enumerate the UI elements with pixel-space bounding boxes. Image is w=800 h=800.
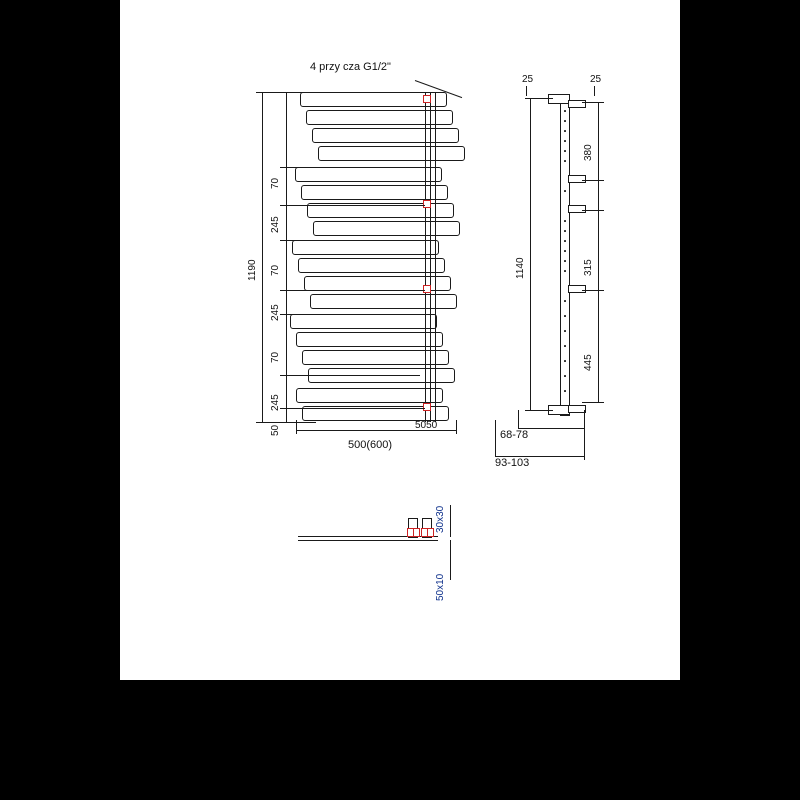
connector-port (423, 285, 431, 293)
dim-extension (280, 167, 420, 168)
depth-small-label: 68-78 (500, 429, 529, 441)
bracket-plate-label: 50x10 (435, 573, 446, 601)
bottom-pair-label: 5050 (415, 420, 438, 431)
connector-port (423, 95, 431, 103)
radiator-fin (290, 314, 437, 329)
radiator-fin (313, 221, 460, 236)
dim-extension (582, 210, 604, 211)
dim-50: 50 (270, 424, 281, 436)
side-seg-445: 445 (583, 354, 594, 371)
side-cap-top (548, 94, 570, 104)
dim-extension (256, 422, 316, 423)
radiator-fin (296, 332, 443, 347)
dim-extension (280, 290, 425, 291)
side-body (560, 98, 570, 416)
dim-70-b: 70 (270, 264, 281, 276)
dim-chain-line (286, 92, 287, 422)
dim-extension (280, 375, 420, 376)
dim-extension (582, 102, 604, 103)
side-seg-380: 380 (583, 144, 594, 161)
dim-extension (280, 408, 425, 409)
dim-extension (594, 86, 595, 96)
side-fin-stub (568, 205, 586, 213)
dim-extension (584, 410, 585, 460)
drawing-sheet (120, 0, 680, 680)
connector-port (423, 200, 431, 208)
dim-extension (296, 420, 297, 434)
dim-extension (525, 98, 553, 99)
side-height-dim-line (530, 98, 531, 410)
radiator-fin (292, 240, 439, 255)
side-seg-315: 315 (583, 259, 594, 276)
overall-width-label: 500(600) (348, 439, 393, 451)
dim-extension (280, 314, 420, 315)
overall-height-dim-line (262, 92, 263, 422)
radiator-fin (295, 167, 442, 182)
bracket-profile-label: 30x30 (435, 505, 446, 533)
dim-extension (280, 205, 425, 206)
dim-extension (582, 180, 604, 181)
dim-extension (450, 540, 451, 580)
radiator-fin (312, 128, 459, 143)
dim-245-c: 245 (270, 394, 281, 411)
dim-extension (525, 410, 553, 411)
radiator-fin (296, 388, 443, 403)
side-fin-stub (568, 175, 586, 183)
side-top-dim-left: 25 (522, 74, 534, 85)
collector-line (430, 92, 431, 422)
side-height-label: 1140 (515, 257, 526, 279)
bracket-fastener (427, 528, 434, 537)
bracket-plate-bottom (298, 540, 438, 541)
dim-extension (280, 240, 420, 241)
connector-port (423, 403, 431, 411)
dim-extension (518, 410, 519, 428)
depth-large-label: 93-103 (495, 457, 530, 469)
radiator-fin (302, 350, 449, 365)
side-top-dim-right: 25 (590, 74, 602, 85)
dim-extension (582, 402, 604, 403)
overall-height-label: 1190 (247, 259, 258, 281)
dim-extension (450, 505, 451, 537)
dim-extension (456, 420, 457, 434)
dim-70-c: 70 (270, 351, 281, 363)
radiator-fin (318, 146, 465, 161)
dim-245-a: 245 (270, 216, 281, 233)
segment-dim-line (598, 102, 599, 402)
collector-line (425, 92, 426, 422)
dim-extension (256, 92, 306, 93)
dim-extension (582, 290, 604, 291)
collector-line (435, 92, 436, 422)
bracket-fastener (413, 528, 420, 537)
dim-extension (495, 420, 496, 456)
dim-extension (526, 86, 527, 96)
side-fin-stub (568, 285, 586, 293)
connection-note: 4 przy cza G1/2" (310, 61, 391, 73)
dim-245-b: 245 (270, 304, 281, 321)
dim-70-a: 70 (270, 177, 281, 189)
radiator-fin (298, 258, 445, 273)
